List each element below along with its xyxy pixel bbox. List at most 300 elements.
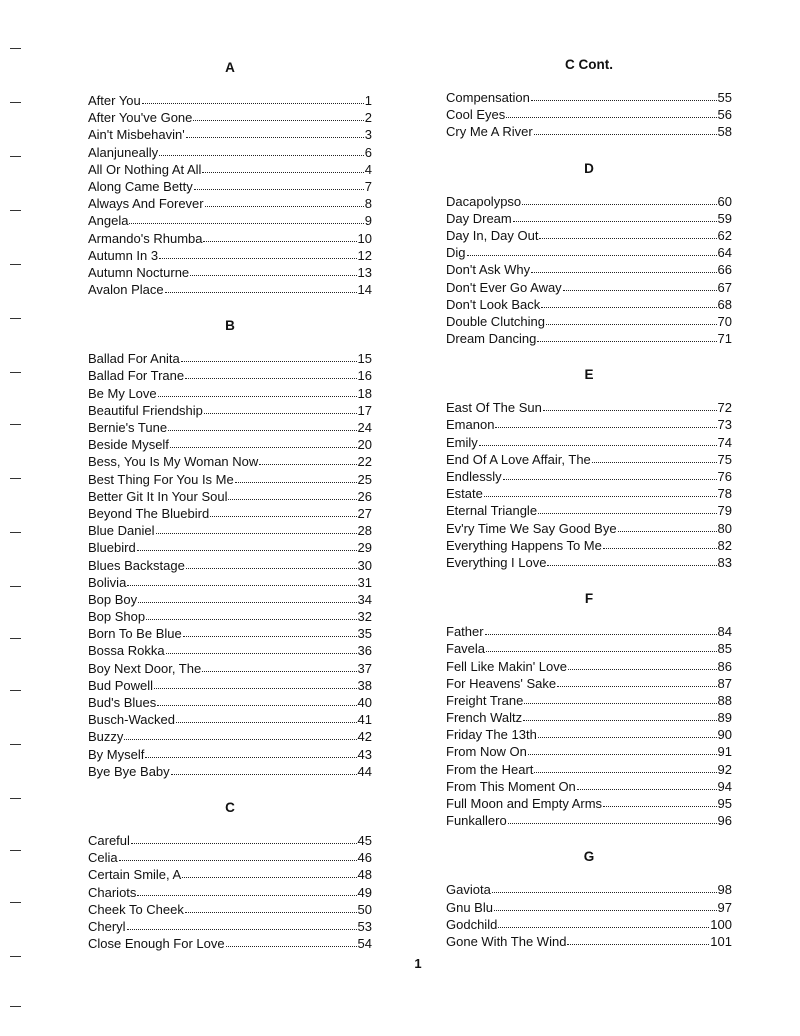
song-title: Bess, You Is My Woman Now xyxy=(88,454,259,470)
index-entry xyxy=(88,488,372,505)
index-entry xyxy=(446,881,732,898)
song-title: Cool Eyes xyxy=(446,107,506,123)
song-title: Don't Ever Go Away xyxy=(446,279,562,295)
song-title: Don't Ask Why xyxy=(446,262,531,278)
page-ref: 12 xyxy=(357,247,372,263)
song-title: French Waltz xyxy=(446,710,523,726)
page-ref: 31 xyxy=(357,574,372,590)
song-title: East Of The Sun xyxy=(446,400,542,416)
index-entry xyxy=(446,399,732,416)
page-ref: 86 xyxy=(717,658,732,674)
page-ref: 67 xyxy=(717,279,732,295)
page-ref: 88 xyxy=(717,692,732,708)
song-title: By Myself xyxy=(88,746,145,762)
page-ref: 42 xyxy=(357,729,372,745)
dot-leader xyxy=(127,918,357,930)
index-entry xyxy=(88,453,372,470)
section-heading: D xyxy=(584,160,594,176)
page-ref: 26 xyxy=(357,488,372,504)
dot-leader xyxy=(182,866,356,878)
song-title: Armando's Rhumba xyxy=(88,230,203,246)
dot-leader xyxy=(484,485,717,497)
song-title: Fell Like Makin' Love xyxy=(446,658,567,674)
dot-leader xyxy=(486,640,717,652)
song-title: Bossa Rokka xyxy=(88,643,165,659)
page-ref: 14 xyxy=(357,282,372,298)
page-ref: 43 xyxy=(357,746,372,762)
margin-mark xyxy=(10,956,21,957)
dot-leader xyxy=(235,471,357,483)
dot-leader xyxy=(538,502,716,514)
page-ref: 32 xyxy=(357,609,372,625)
margin-mark xyxy=(10,798,21,799)
dot-leader xyxy=(159,247,356,259)
dot-leader xyxy=(186,126,364,138)
dot-leader xyxy=(467,244,717,256)
dot-leader xyxy=(226,935,357,947)
index-entry xyxy=(88,161,372,178)
page-ref: 2 xyxy=(364,110,372,126)
page-ref: 74 xyxy=(717,434,732,450)
page-ref: 36 xyxy=(357,643,372,659)
song-title: Compensation xyxy=(446,90,530,105)
left-index-column xyxy=(88,58,372,970)
dot-leader xyxy=(568,658,717,670)
index-entry xyxy=(446,899,732,916)
margin-mark xyxy=(10,424,21,425)
index-entry xyxy=(446,933,732,950)
index-entry xyxy=(88,642,372,659)
page-ref: 96 xyxy=(717,813,732,829)
dot-leader xyxy=(537,330,716,342)
page-ref: 56 xyxy=(717,107,732,123)
index-entry xyxy=(446,106,732,123)
dot-leader xyxy=(124,728,356,740)
index-entry xyxy=(446,210,732,227)
song-title: Eternal Triangle xyxy=(446,503,538,519)
song-title: Freight Trane xyxy=(446,692,524,708)
song-title: Gnu Blu xyxy=(446,899,493,915)
page-ref: 13 xyxy=(357,264,372,280)
song-title: Favela xyxy=(446,641,486,657)
index-entry xyxy=(88,178,372,195)
song-title: Angela xyxy=(88,213,129,229)
song-title: Bluebird xyxy=(88,540,136,556)
dot-leader xyxy=(131,832,357,844)
song-title: Father xyxy=(446,624,484,640)
index-entry xyxy=(88,367,372,384)
song-title: Beyond The Bluebird xyxy=(88,505,210,521)
song-title: Dig xyxy=(446,245,466,261)
index-entry xyxy=(88,694,372,711)
dot-leader xyxy=(194,178,364,190)
song-title: Bud Powell xyxy=(88,677,154,693)
song-title: Estate xyxy=(446,486,483,502)
index-entry xyxy=(446,502,732,519)
index-entry xyxy=(446,416,732,433)
dot-leader xyxy=(156,522,357,534)
song-title: Celia xyxy=(88,850,118,866)
page-ref: 30 xyxy=(357,557,372,573)
dot-leader xyxy=(157,694,356,706)
page-ref: 35 xyxy=(357,626,372,642)
page-ref: 41 xyxy=(357,712,372,728)
dot-leader xyxy=(546,313,717,325)
dot-leader xyxy=(618,520,717,532)
page-ref: 16 xyxy=(357,368,372,384)
index-entry xyxy=(88,281,372,298)
index-entry xyxy=(446,330,732,347)
page-ref: 89 xyxy=(717,710,732,726)
page-ref: 6 xyxy=(364,144,372,160)
dot-leader xyxy=(158,385,357,397)
song-title: Beside Myself xyxy=(88,437,169,453)
margin-mark xyxy=(10,156,21,157)
margin-mark xyxy=(10,850,21,851)
page-number: 1 xyxy=(414,956,422,971)
index-section-c-cont xyxy=(446,55,732,141)
page-ref: 44 xyxy=(357,763,372,779)
dot-leader xyxy=(492,881,717,893)
dot-leader xyxy=(494,899,717,911)
index-entry xyxy=(446,554,732,571)
section-heading: A xyxy=(225,60,235,75)
section-heading: C xyxy=(225,799,235,815)
song-title: Bop Shop xyxy=(88,609,146,625)
song-title: Cry Me A River xyxy=(446,124,533,140)
song-title: Avalon Place xyxy=(88,282,164,298)
song-title: Friday The 13th xyxy=(446,727,537,743)
index-entry xyxy=(88,436,372,453)
section-heading: F xyxy=(584,591,594,607)
index-entry xyxy=(446,296,732,313)
index-entry xyxy=(88,763,372,780)
index-entry xyxy=(88,264,372,281)
index-entry xyxy=(88,832,372,849)
page-ref: 54 xyxy=(357,936,372,952)
dot-leader xyxy=(495,416,716,428)
index-entry xyxy=(88,711,372,728)
binding-margin-marks xyxy=(10,0,24,1036)
page-ref: 1 xyxy=(364,93,372,108)
song-title: Day In, Day Out xyxy=(446,227,539,243)
song-title: Autumn In 3 xyxy=(88,247,159,263)
page-ref: 100 xyxy=(710,916,732,932)
index-entry xyxy=(446,623,732,640)
dot-leader xyxy=(228,488,356,500)
index-entry xyxy=(88,539,372,556)
index-entry xyxy=(88,212,372,229)
index-entry xyxy=(446,313,732,330)
dot-leader xyxy=(146,608,356,620)
song-title: Gaviota xyxy=(446,882,491,898)
page-ref: 10 xyxy=(357,230,372,246)
index-entry xyxy=(446,537,732,554)
song-title: Born To Be Blue xyxy=(88,626,182,642)
song-title: Bud's Blues xyxy=(88,695,157,710)
margin-mark xyxy=(10,318,21,319)
song-title: From This Moment On xyxy=(446,778,576,794)
dot-leader xyxy=(592,451,717,463)
page-ref: 83 xyxy=(717,554,732,570)
page-ref: 34 xyxy=(357,591,372,607)
song-title: Along Came Betty xyxy=(88,178,193,194)
page-ref: 7 xyxy=(364,178,372,194)
index-entry xyxy=(446,658,732,675)
index-entry xyxy=(446,123,732,140)
dot-leader xyxy=(183,625,357,637)
index-entry xyxy=(88,109,372,126)
song-title: Alanjuneally xyxy=(88,144,159,160)
dot-leader xyxy=(181,350,357,362)
section-heading: B xyxy=(225,318,235,334)
index-entry xyxy=(446,261,732,278)
index-entry xyxy=(88,728,372,745)
page-ref: 8 xyxy=(364,196,372,212)
margin-mark xyxy=(10,638,21,639)
song-title: Careful xyxy=(88,832,130,848)
index-entry xyxy=(88,522,372,539)
index-entry xyxy=(446,812,732,829)
page-ref: 95 xyxy=(717,796,732,811)
page-ref: 73 xyxy=(717,417,732,433)
song-title: Day Dream xyxy=(446,210,512,226)
dot-leader xyxy=(190,264,356,276)
dot-leader xyxy=(522,193,716,205)
index-entry xyxy=(88,126,372,143)
index-entry xyxy=(446,89,732,106)
page-ref: 55 xyxy=(717,90,732,105)
index-section-e xyxy=(446,365,732,571)
page-ref: 38 xyxy=(357,677,372,693)
song-title: Cheek To Cheek xyxy=(88,901,184,917)
song-title: After You've Gone xyxy=(88,110,193,126)
page-ref: 20 xyxy=(357,437,372,453)
song-title: End Of A Love Affair, The xyxy=(446,451,591,467)
song-title: Always And Forever xyxy=(88,196,204,212)
song-title: Ballad For Anita xyxy=(88,351,180,367)
index-entry xyxy=(88,625,372,642)
song-title: Boy Next Door, The xyxy=(88,660,202,676)
song-title: Gone With The Wind xyxy=(446,933,567,949)
dot-leader xyxy=(137,539,357,551)
index-entry xyxy=(446,761,732,778)
page-ref: 94 xyxy=(717,778,732,794)
index-entry xyxy=(88,866,372,883)
page-ref: 82 xyxy=(717,537,732,553)
index-entry xyxy=(446,468,732,485)
dot-leader xyxy=(485,623,717,635)
page-ref: 75 xyxy=(717,451,732,467)
dot-leader xyxy=(138,591,356,603)
page-ref: 50 xyxy=(357,901,372,917)
page-ref: 29 xyxy=(357,540,372,556)
dot-leader xyxy=(166,642,357,654)
index-section-d xyxy=(446,159,732,348)
page-ref: 59 xyxy=(717,210,732,226)
page-ref: 62 xyxy=(717,227,732,243)
page-ref: 40 xyxy=(357,695,372,710)
page-ref: 70 xyxy=(717,313,732,329)
index-entry xyxy=(88,935,372,952)
dot-leader xyxy=(479,434,717,446)
section-heading: C Cont. xyxy=(565,57,613,72)
song-title: Blue Daniel xyxy=(88,523,155,539)
dot-leader xyxy=(534,761,716,773)
index-entry xyxy=(88,505,372,522)
song-title: From Now On xyxy=(446,744,527,760)
margin-mark xyxy=(10,1006,21,1007)
index-entry xyxy=(446,778,732,795)
page-ref: 3 xyxy=(364,127,372,143)
section-heading: E xyxy=(584,367,594,383)
dot-leader xyxy=(577,778,717,790)
song-title: Bye Bye Baby xyxy=(88,763,170,779)
page-ref: 48 xyxy=(357,867,372,883)
index-entry xyxy=(446,795,732,812)
page-ref: 37 xyxy=(357,660,372,676)
dot-leader xyxy=(524,692,716,704)
song-title: Double Clutching xyxy=(446,313,546,329)
dot-leader xyxy=(603,537,717,549)
dot-leader xyxy=(142,92,364,104)
index-section-c xyxy=(88,798,372,952)
index-entry xyxy=(88,677,372,694)
song-title: From the Heart xyxy=(446,761,534,777)
page-ref: 97 xyxy=(717,899,732,915)
index-entry xyxy=(446,279,732,296)
dot-leader xyxy=(127,574,356,586)
index-entry xyxy=(88,591,372,608)
page-ref: 84 xyxy=(717,624,732,640)
dot-leader xyxy=(528,743,717,755)
section-heading: G xyxy=(583,849,595,865)
page-ref: 4 xyxy=(364,161,372,177)
index-entry xyxy=(88,884,372,901)
index-entry xyxy=(446,692,732,709)
song-title: Don't Look Back xyxy=(446,296,541,312)
song-title: Blues Backstage xyxy=(88,557,185,573)
dot-leader xyxy=(538,726,717,738)
song-title: Godchild xyxy=(446,916,498,932)
song-title: Bernie's Tune xyxy=(88,420,168,435)
page-ref: 92 xyxy=(717,761,732,777)
index-entry xyxy=(88,230,372,247)
index-entry xyxy=(446,640,732,657)
page-ref: 79 xyxy=(717,503,732,519)
dot-leader xyxy=(563,279,717,291)
dot-leader xyxy=(259,453,356,465)
index-entry xyxy=(88,746,372,763)
index-entry xyxy=(446,227,732,244)
song-title: Dacapolypso xyxy=(446,193,522,209)
dot-leader xyxy=(531,261,716,273)
dot-leader xyxy=(202,660,356,672)
dot-leader xyxy=(203,230,356,242)
margin-mark xyxy=(10,690,21,691)
index-entry xyxy=(88,247,372,264)
page-ref: 25 xyxy=(357,471,372,487)
dot-leader xyxy=(508,812,717,824)
song-title: Ain't Misbehavin' xyxy=(88,127,185,143)
song-title: Endlessly xyxy=(446,469,502,484)
margin-mark xyxy=(10,586,21,587)
margin-mark xyxy=(10,532,21,533)
page-ref: 72 xyxy=(717,400,732,416)
index-entry xyxy=(88,608,372,625)
index-section-g xyxy=(446,847,732,950)
margin-mark xyxy=(10,902,21,903)
index-entry xyxy=(446,743,732,760)
index-entry xyxy=(88,557,372,574)
index-entry xyxy=(88,195,372,212)
index-entry xyxy=(446,675,732,692)
dot-leader xyxy=(210,505,356,517)
song-title: Full Moon and Empty Arms xyxy=(446,796,603,811)
dot-leader xyxy=(165,281,357,293)
index-entry xyxy=(88,350,372,367)
dot-leader xyxy=(541,296,716,308)
index-section-a xyxy=(88,58,372,298)
page-ref: 46 xyxy=(357,850,372,866)
song-title: Emanon xyxy=(446,417,495,433)
dot-leader xyxy=(523,709,716,721)
index-entry xyxy=(88,918,372,935)
index-entry xyxy=(446,244,732,261)
dot-leader xyxy=(185,901,357,913)
index-entry xyxy=(88,385,372,402)
song-title: Autumn Nocturne xyxy=(88,264,190,280)
index-entry xyxy=(446,726,732,743)
dot-leader xyxy=(186,557,357,569)
margin-mark xyxy=(10,48,21,49)
page-ref: 9 xyxy=(364,213,372,229)
right-index-column xyxy=(446,55,732,968)
dot-leader xyxy=(567,933,709,945)
song-title: Busch-Wacked xyxy=(88,712,175,728)
page-ref: 58 xyxy=(717,124,732,140)
page-ref: 17 xyxy=(357,402,372,418)
song-title: Ballad For Trane xyxy=(88,368,185,384)
song-title: For Heavens' Sake xyxy=(446,675,557,691)
index-entry xyxy=(88,471,372,488)
dot-leader xyxy=(531,89,717,101)
dot-leader xyxy=(603,795,716,807)
dot-leader xyxy=(119,849,357,861)
index-entry xyxy=(88,144,372,161)
page-ref: 66 xyxy=(717,262,732,278)
page-ref: 45 xyxy=(357,832,372,848)
dot-leader xyxy=(534,123,717,135)
page-ref: 101 xyxy=(710,933,732,949)
dot-leader xyxy=(129,212,363,224)
dot-leader xyxy=(170,436,357,448)
page-ref: 80 xyxy=(717,520,732,536)
page-ref: 22 xyxy=(357,454,372,470)
song-title: Chariots xyxy=(88,884,137,900)
index-entry xyxy=(88,574,372,591)
song-title: Close Enough For Love xyxy=(88,936,225,952)
dot-leader xyxy=(543,399,717,411)
dot-leader xyxy=(513,210,717,222)
song-title: Better Git It In Your Soul xyxy=(88,488,228,504)
page-ref: 24 xyxy=(357,420,372,435)
dot-leader xyxy=(171,763,357,775)
dot-leader xyxy=(159,144,364,156)
margin-mark xyxy=(10,210,21,211)
song-title: Certain Smile, A xyxy=(88,867,182,883)
margin-mark xyxy=(10,744,21,745)
